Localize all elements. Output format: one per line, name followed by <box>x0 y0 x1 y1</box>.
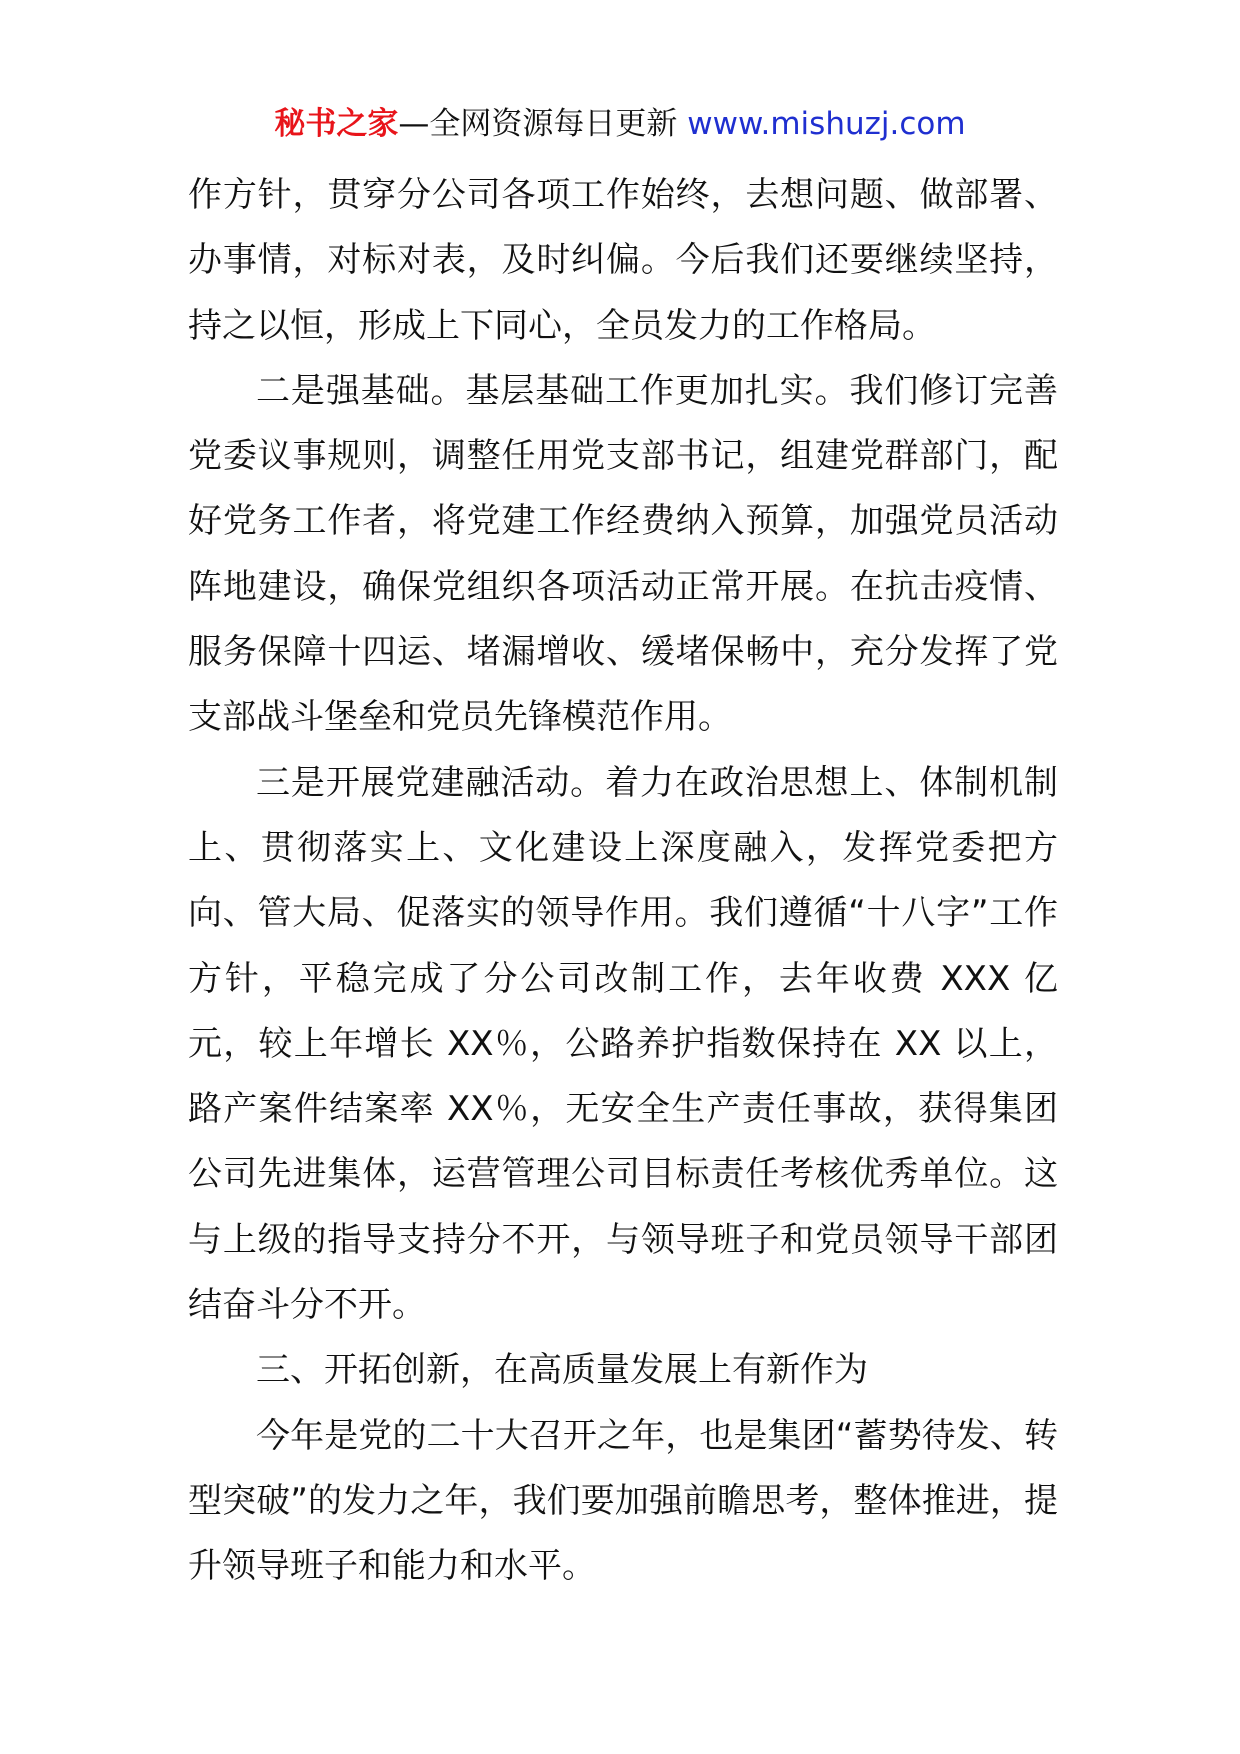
header-brand: 秘书之家 <box>274 106 399 142</box>
header-slogan: —全网资源每日更新 <box>398 106 688 142</box>
paragraph-continuation: 作方针，贯穿分公司各项工作始终，去想问题、做部署、办事情，对标对表，及时纠偏。今后我们还要继续坚持，持之以恒，形成上下同心，全员发力的工作格局。 <box>188 175 1058 346</box>
header-url-link[interactable]: www.mishuzj.com <box>687 106 966 142</box>
page-header <box>0 100 1240 148</box>
paragraph-this-year: 今年是党的二十大召开之年，也是集团“蓄势待发、转型突破”的发力之年，我们要加强前瞻思考，整体推进，提升领导班子和能力和水平。 <box>188 1415 1058 1587</box>
paragraph-party-building-integration: 三是开展党建融活动。着力在政治思想上、体制机制上、贯彻落实上、文化建设上深度融入，发挥党委把方向、管大局、促落实的领导作用。我们遵循“十八字”工作方针，平稳完成了分公司改制工作，去年收费 XXX 亿元，较上年增长 XX％，公路养护指数保持在 XX 以上，路产案件结案率 XX％，无安全生产责任事故，获得集团公司先进集体，运营管理公司目标责任考核优秀单位。这与上级的指导支持分不开，与领导班子和党员领导干部团结奋斗分不开。 <box>188 762 1058 1326</box>
document-body <box>188 163 1058 1600</box>
section-heading: 三、开拓创新，在高质量发展上有新作为 <box>256 1350 868 1391</box>
paragraph-strengthen-foundation: 二是强基础。基层基础工作更加扎实。我们修订完善党委议事规则，调整任用党支部书记，组建党群部门，配好党务工作者，将党建工作经费纳入预算，加强党员活动阵地建设，确保党组织各项活动正常开展。在抗击疫情、服务保障十四运、堵漏增收、缓堵保畅中，充分发挥了党支部战斗堡垒和党员先锋模范作用。 <box>188 370 1058 738</box>
